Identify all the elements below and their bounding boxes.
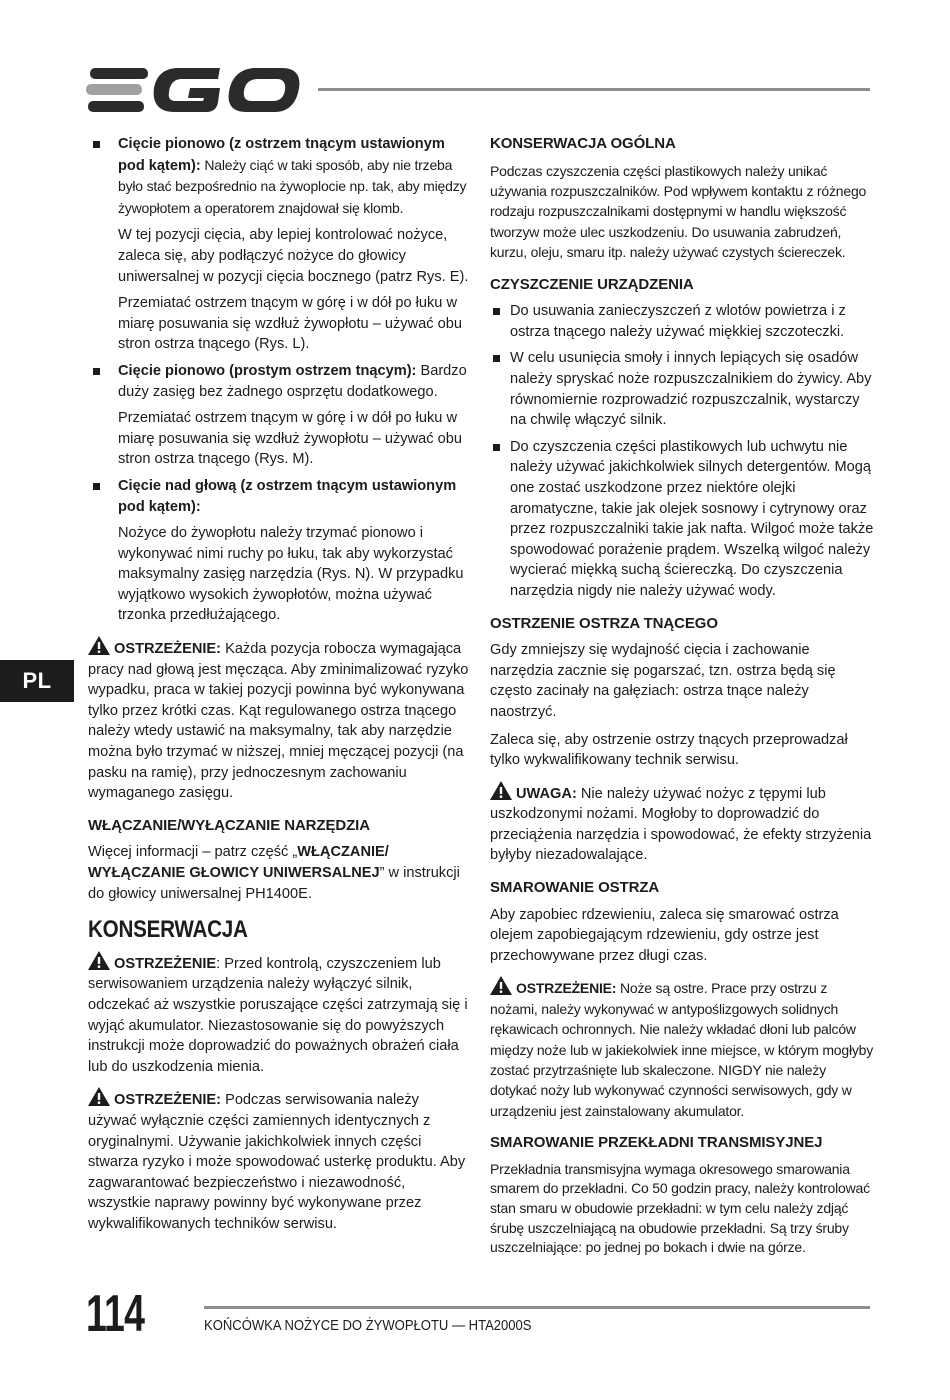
bullet-lead: Cięcie pionowo (z ostrzem tnącym ustawionym pod kątem): <box>118 136 445 174</box>
warning-label: OSTRZEŻENIE: <box>114 641 222 658</box>
switch-heading: WŁĄCZANIE/WYŁĄCZANIE NARZĘDZIA <box>88 816 370 834</box>
list-item: Do usuwania zanieczyszczeń z wlotów powietrza i z ostrza tnącego należy używać miękkiej szczoteczki. <box>490 301 874 342</box>
gear-lubrication-text: Przekładnia transmisyjna wymaga okresowego smarowania smarem do przekładni. Co 50 godzin pracy, należy kontrolować stan smaru w obudowie przekładni: w tym celu należy zdjąć śrubę uszczelniającą na obudowie przekładni. Są trzy śruby uszczelniające: po jednej po bokach i dwie na górze. <box>490 1160 870 1256</box>
bullet-lead: Cięcie nad głową (z ostrzem tnącym ustawionym pod kątem): <box>118 477 457 515</box>
warning-label: OSTRZEŻENIE: <box>114 1092 222 1109</box>
switch-text-bold: WŁĄCZANIE/ WYŁĄCZANIE GŁOWICY UNIWERSALNEJ <box>88 844 389 881</box>
blade-lubrication-heading: SMAROWANIE OSTRZA <box>490 879 660 897</box>
warning-text: Podczas serwisowania należy używać wyłącznie części zamiennych identycznych z oryginalnymi. Używanie jakichkolwiek innych części stwarza ryzyko i może spowodować usterkę produktu. Aby zagwarantować bezpieczeństwo i niezawodność, wszystkie naprawy powinny być wykonywane przez wykwalifikowanych techników serwisu. <box>88 1092 466 1232</box>
gear-lubrication-heading: SMAROWANIE PRZEKŁADNI TRANSMISYJNEJ <box>490 1134 823 1152</box>
sharpening-text: Gdy zmniejszy się wydajność cięcia i zachowanie narzędzia zacznie się pogarszać, tzn. ostrza będą się często zacinały na gałęziach: ostrza tnące należy naostrzyć. <box>490 642 836 720</box>
list-item: W celu usunięcia smoły i innych lepiących się osadów należy spryskać noże rozpuszczalnikiem do żywicy. Aby równomiernie rozprowadzić rozpuszczalnik, wystarczy na chwilę włączyć silnik. <box>490 348 874 430</box>
cleaning-list <box>490 301 874 601</box>
bullet-lead: Cięcie pionowo (prostym ostrzem tnącym): <box>118 362 417 379</box>
warning-triangle-icon <box>88 636 110 655</box>
switch-text-after: ” w instrukcji do głowicy uniwersalnej PH1400E. <box>88 865 460 902</box>
bullet-text: Bardzo duży zasięg bez żadnego osprzętu dodatkowego. <box>118 362 467 400</box>
list-item <box>88 361 470 470</box>
bullet-paragraph: W tej pozycji cięcia, aby lepiej kontrolować nożyce, zaleca się, aby podłączyć nożyce do głowicy uniwersalnej w pozycji cięcia bocznego (patrz Rys. E). <box>118 227 469 285</box>
general-maintenance-heading: KONSERWACJA OGÓLNA <box>490 135 676 152</box>
blade-lubrication-text: Aby zapobiec rdzewieniu, zaleca się smarować ostrza olejem zapobiegającym rdzewieniu, gdy ostrze jest przechowywane przez długi czas. <box>490 906 839 964</box>
bullet-paragraph: Nożyce do żywopłotu należy trzymać pionowo i wykonywać nimi ruchy po łuku, tak aby wykorzystać maksymalny zasięg narzędzia (Rys. N). W przypadku wyjątkowo wysokich żywopłotów, można używać trzonka przedłużającego. <box>118 525 464 624</box>
left-column <box>88 134 470 1245</box>
general-maintenance-text: Podczas czyszczenia części plastikowych należy unikać używania rozpuszczalników. Pod wpływem kontaktu z różnego rodzaju rozpuszczalnikami dostępnymi w handlu większość tworzyw może ulec uszkodzeniu. Do usuwania zabrudzeń, kurzu, oleju, smaru itp. należy używać czystych ściereczek. <box>490 162 867 261</box>
caution-note <box>490 781 874 866</box>
maintenance-heading: KONSERWACJA <box>88 916 248 944</box>
header-rule <box>318 88 870 91</box>
switch-text <box>88 842 470 904</box>
bullet-paragraph: Przemiatać ostrzem tnącym w górę i w dół po łuku w miarę posuwania się wzdłuż żywopłotu – używać obu stron ostrza tnącego (Rys. M). <box>118 410 462 468</box>
ego-logo <box>86 64 300 116</box>
warning-triangle-icon <box>490 976 512 995</box>
bullet-text: Należy ciąć w taki sposób, aby nie trzeba było stać bezpośrednio na żywoplocie np. tak, aby między żywopłotem a operatorem znajdował się klomb. <box>118 156 467 216</box>
warning-text: Każda pozycja robocza wymagająca pracy nad głową jest męcząca. Aby zminimalizować ryzyko wypadku, praca w takiej pozycji powinna być wykonywana tylko przez krótki czas. Kąt regulowanego ostrza tnącego należy wtedy ustawić na maksymalny, tak aby narzędzie można było trzymać w niższej, mniej męczącej pozycji (na pasku na ramię), przy jednoczesnym zachowaniu wymaganego zasięgu. <box>88 641 469 802</box>
warning-label: OSTRZEŻENIE <box>114 955 217 972</box>
caution-text: Nie należy używać nożyc z tępymi lub uszkodzonymi nożami. Mogłoby to doprowadzić do przeciążenia narzędzia i spowodować, że efekty strzyżenia byłyby niezadowalające. <box>490 785 872 864</box>
warning-triangle-icon <box>88 951 110 970</box>
sharpening-heading: OSTRZENIE OSTRZA TNĄCEGO <box>490 614 718 632</box>
blades-sharp-warning <box>490 976 874 1121</box>
cutting-positions-list <box>88 134 470 626</box>
list-item <box>88 134 470 355</box>
overhead-warning <box>88 636 470 804</box>
service-warning <box>88 951 470 1078</box>
sharpening-text-2: Zaleca się, aby ostrzenie ostrzy tnących przeprowadzał tylko wykwalifikowany technik serwisu. <box>490 731 848 769</box>
footer-title: KOŃCÓWKA NOŻYCE DO ŻYWOPŁOTU — HTA2000S <box>204 1318 532 1334</box>
right-column <box>490 134 874 1265</box>
warning-triangle-icon <box>490 781 512 800</box>
warning-label: OSTRZEŻENIE: <box>516 980 617 997</box>
cleaning-heading: CZYSZCZENIE URZĄDZENIA <box>490 275 694 293</box>
page-number: 114 <box>86 1285 145 1343</box>
warning-text: : Przed kontrolą, czyszczeniem lub serwisowaniem urządzenia należy wyłączyć silnik, odczekać aż wszystkie poruszające części zatrzymają się i wyjąć akumulator. Niezastosowanie się do powyższych instrukcji może doprowadzić do poważnych obrażeń ciała lub do uszkodzenia mienia. <box>88 955 468 1075</box>
caution-label: UWAGA: <box>516 785 577 802</box>
bullet-paragraph: Przemiatać ostrzem tnącym w górę i w dół po łuku w miarę posuwania się wzdłuż żywopłotu – używać obu stron ostrza tnącego (Rys. L). <box>118 295 462 353</box>
list-item <box>88 476 470 626</box>
warning-text: Noże są ostre. Prace przy ostrzu z nożami, należy wykonywać w antypoślizgowych solidnych rękawicach ochronnych. Nie należy wkładać dłoni lub palców między noże lub w jakiekolwiek inne miejsce, w którym mogłyby zostać przytrzaśnięte lub skaleczone. NIGDY nie należy dotykać noży lub wykonywać czynności serwisowych, gdy w urządzeniu jest zainstalowany akumulator. <box>490 980 874 1119</box>
list-item: Do czyszczenia części plastikowych lub uchwytu nie należy używać jakichkolwiek silnych detergentów. Mogą one zostać uszkodzone przez niektóre olejki aromatyczne, takie jak olejek sosnowy i cytrynowy oraz przez rozpuszczalniki takie jak nafta. Wilgoć może także spowodować porażenie prądem. Wszelką wilgoć należy wycierać miękką suchą ściereczką. Do czyszczenia narzędzia nigdy nie należy używać wody. <box>490 437 874 602</box>
parts-warning <box>88 1087 470 1234</box>
language-tab: PL <box>0 660 74 702</box>
footer-rule <box>204 1306 870 1309</box>
warning-triangle-icon <box>88 1087 110 1106</box>
switch-text-before: Więcej informacji – patrz część „ <box>88 844 298 861</box>
